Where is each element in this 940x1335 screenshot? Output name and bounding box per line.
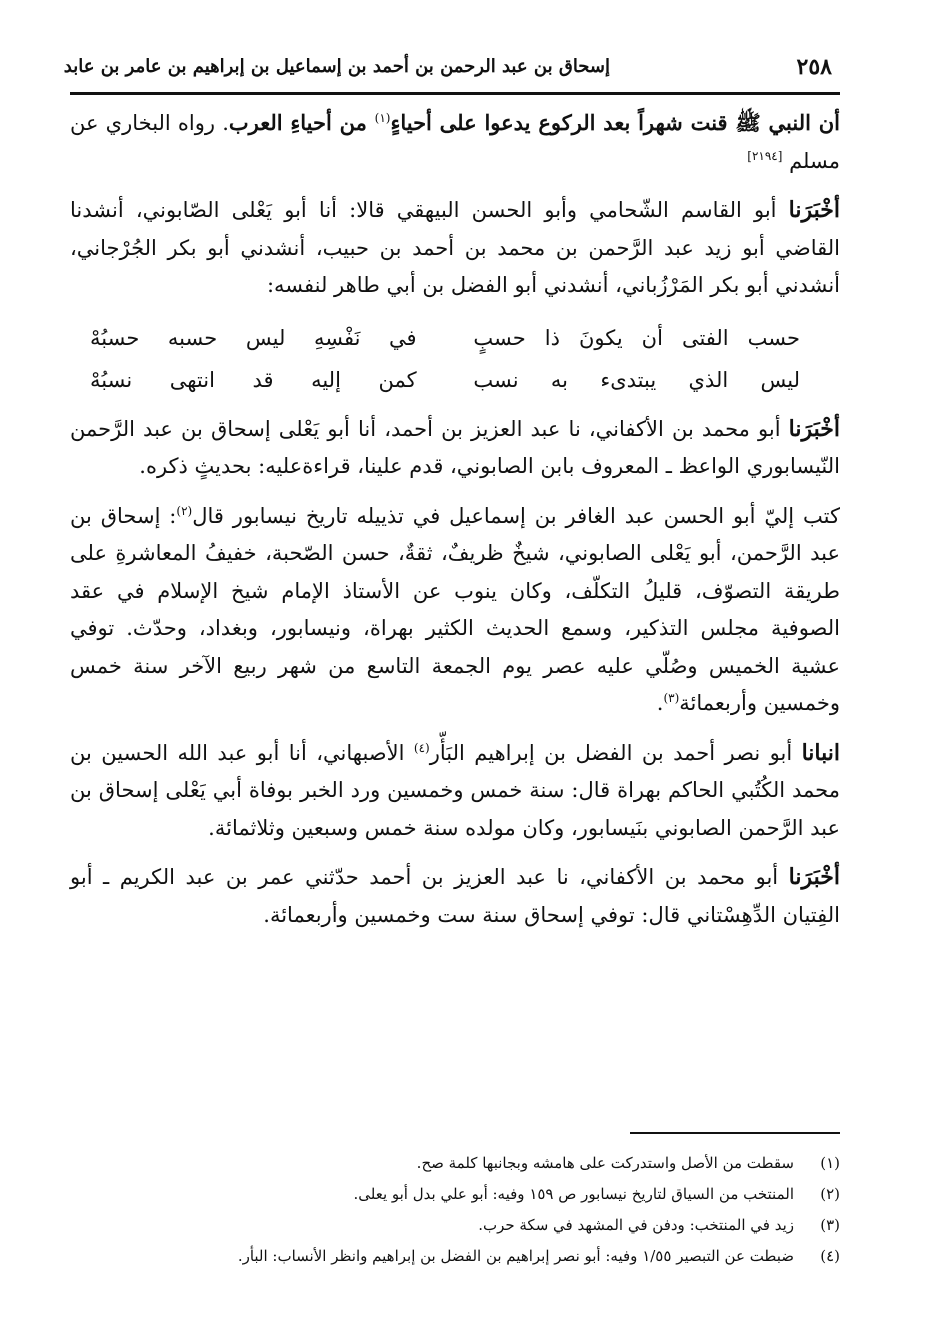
- paragraph-text: أبو محمد بن الأكفاني، نا عبد العزيز بن أحمد حدّثني عمر بن عبد الكريم ـ أبو الفِتيان الدِّهِسْتاني قال: توفي إسحاق سنة ست وخمسين وأربعمائة.: [70, 865, 840, 927]
- paragraph-isnad-2: [70, 411, 840, 486]
- paragraph-lead-word: أخْبَرَنا: [788, 864, 840, 890]
- paragraph-text-continued: : إسحاق بن عبد الرَّحمن، أبو يَعْلى الصابوني، شيخٌ ظريفٌ، ثقةٌ، حسن الصّحبة، خفيفُ المعاشرةِ على طريقة التصوّف، قليلُ التكلّف، وكان ينوب عن الأستاذ الإمام شيخ الإسلام في عقد الصوفية مجلس التذكير، وسمع الحديث الكثير بهراة، ونيسابور، وبغداد، وحدّث. توفي عشية الخميس وصُلّي عليه عصر يوم الجمعة التاسع من شهر ربيع الآخر سنة خمس وخمسين وأربعمائة: [70, 503, 840, 715]
- paragraph-lead-word: أخْبَرَنا: [788, 197, 840, 223]
- paragraph-biography: [70, 498, 840, 723]
- verse-first-hemistich: ليس الذي يبتدىء به نسب: [473, 367, 800, 392]
- footnote: [70, 1179, 840, 1210]
- running-header: [63, 42, 840, 95]
- verse-second-hemistich: كمن إليه قد انتهى نسبُهْ: [90, 367, 417, 392]
- verse-first-hemistich: حسب الفتى أن يكونَ ذا حسبٍ: [473, 325, 800, 350]
- footnote-text: ضبطت عن التبصير ١/٥٥ وفيه: أبو نصر إبراهيم بن الفضل بن إبراهيم وانظر الأنساب: البأر.: [237, 1247, 794, 1265]
- hadith-source: . رواه البخاري عن مسلم: [70, 111, 840, 173]
- footnote: [70, 1148, 840, 1179]
- footnote: [70, 1210, 840, 1241]
- footnote-marker-3: (٣): [663, 691, 680, 705]
- verse-second-hemistich: في نَفْسِهِ ليس حسبه حسبُهْ: [90, 325, 417, 350]
- poem-verse: [90, 359, 800, 401]
- footnote: [70, 1241, 840, 1272]
- paragraph-text: كتب إليّ أبو الحسن عبد الغافر بن إسماعيل في تذييله تاريخ نيسابور قال: [192, 503, 840, 528]
- paragraph-hadith: [70, 104, 840, 180]
- footnote-marker-4: (٤): [413, 740, 430, 755]
- book-page: [63, 42, 840, 1302]
- poem: [90, 317, 800, 401]
- footnote-number: (٢): [820, 1185, 840, 1203]
- poem-verse: [90, 317, 800, 359]
- footnote-text: سقطت من الأصل واستدركت على هامشه وبجانبها كلمة صح.: [416, 1154, 794, 1172]
- header-title: إسحاق بن عبد الرحمن بن أحمد بن إسماعيل بن إبراهيم بن عامر بن عابد: [63, 56, 610, 77]
- footnote-number: (٤): [820, 1247, 840, 1265]
- page-number: ٢٥٨: [796, 54, 832, 80]
- paragraph-text: أبو محمد بن الأكفاني، نا عبد العزيز بن أحمد، أنا أبو يَعْلى إسحاق بن عبد الرَّحمن النّيسابوري الواعظ ـ المعروف بابن الصابوني، قدم علينا، قراءةعليه: بحديثٍ ذكره.: [70, 416, 840, 478]
- paragraph-lead-word: انبانا: [801, 739, 840, 766]
- paragraph-end: .: [656, 691, 664, 715]
- hadith-text-continued: من أحياءِ العرب: [228, 110, 375, 135]
- footnote-divider: [630, 1132, 840, 1134]
- footnote-marker-2: (٢): [176, 503, 193, 518]
- hadith-reference-number: [٢١٩٤]: [747, 148, 783, 163]
- paragraph-lead-word: أخْبَرَنا: [788, 415, 840, 442]
- footnotes: [70, 1132, 840, 1272]
- footnote-text: زيد في المنتخب: ودفن في المشهد في سكة حرب.: [478, 1216, 794, 1234]
- paragraph-isnad-3: [70, 735, 840, 848]
- main-text: [70, 104, 840, 946]
- footnote-number: (٣): [820, 1216, 840, 1234]
- paragraph-isnad-1: [70, 192, 840, 305]
- paragraph-text: أبو القاسم الشّحامي وأبو الحسن البيهقي قالا: أنا أبو يَعْلى الصّابوني، أنشدنا القاضي أبو زيد عبد الرَّحمن بن محمد بن أحمد بن حبيب، أنشدني أبو بكر الجُرْجاني، أنشدني أبو بكر المَرْزُباني، أنشدني أبو الفضل بن أبي طاهر لنفسه:: [70, 198, 840, 297]
- footnote-marker-1: (١): [374, 111, 391, 125]
- hadith-text: أن النبي ﷺ قنت شهراً بعد الركوع يدعوا على أحياءٍ: [390, 110, 840, 135]
- paragraph-text-continued: الأصبهاني، أنا أبو عبد الله الحسين بن محمد الكُتُبي الحاكم بهراة قال: سنة خمس وخمسين ورد الخبر بوفاة أبي يَعْلى إسحاق بن عبد الرَّحمن الصابوني بنَيسابور، وكان مولده سنة خمس وسبعين وثلاثمائة.: [70, 740, 840, 840]
- footnote-number: (١): [820, 1154, 840, 1172]
- footnote-text: المنتخب من السياق لتاريخ نيسابور ص ١٥٩ وفيه: أبو علي بدل أبو يعلى.: [353, 1185, 794, 1203]
- paragraph-text: أبو نصر أحمد بن الفضل بن إبراهيم البَأّر: [429, 740, 802, 765]
- paragraph-isnad-4: [70, 859, 840, 934]
